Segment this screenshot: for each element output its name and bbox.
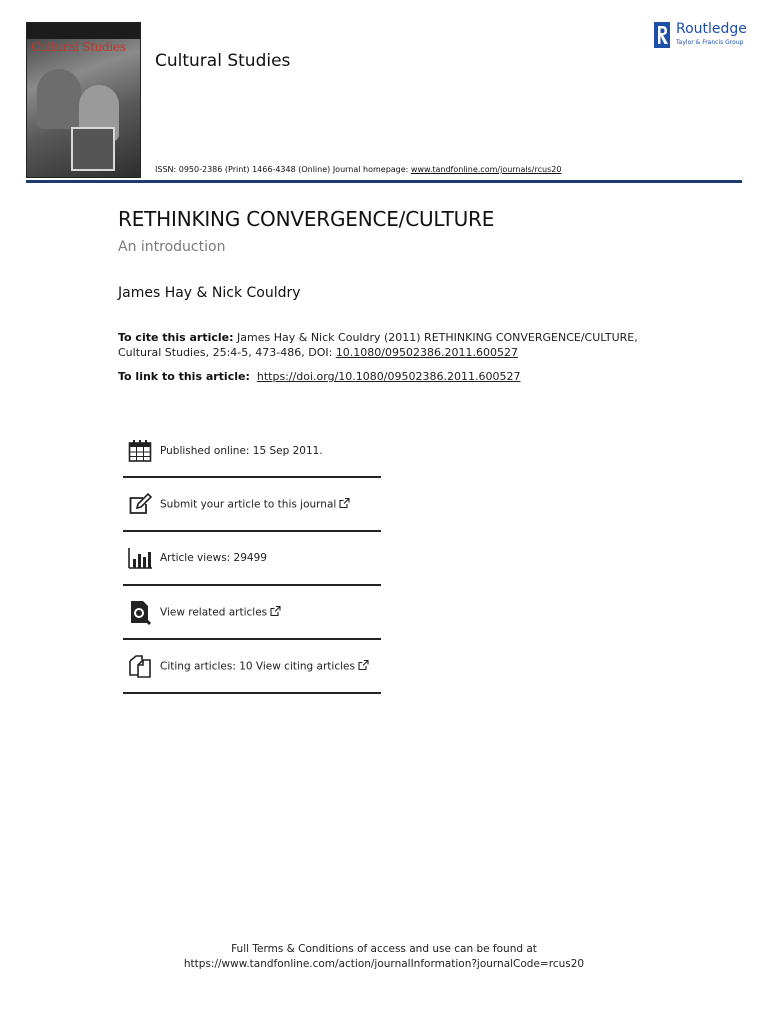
related-articles-row[interactable] [123, 586, 381, 640]
terms-url[interactable]: https://www.tandfonline.com/action/journalInformation?journalCode=rcus20 [183, 958, 585, 970]
citation-text: James Hay & Nick Couldry (2011) RETHINKING CONVERGENCE/CULTURE, Cultural Studies, 25:4-5, 473-486, DOI: [118, 331, 638, 359]
related-articles-label: View related articles [160, 606, 268, 619]
article-info-list [123, 425, 381, 694]
terms-footer [0, 942, 768, 972]
routledge-logo-icon [654, 22, 670, 48]
citing-articles-row[interactable] [123, 640, 381, 694]
related-articles-link[interactable] [160, 606, 281, 619]
bar-chart-icon [127, 545, 153, 571]
external-link-icon [270, 606, 281, 617]
external-link-icon [358, 660, 369, 671]
cover-photo-frame [71, 127, 115, 171]
article-views-row [123, 532, 381, 586]
journal-homepage-link[interactable]: www.tandfonline.com/journals/rcus20 [410, 165, 562, 174]
article-authors: James Hay & Nick Couldry [118, 285, 301, 301]
article-views: Article views: 29499 [160, 552, 267, 564]
citation-label: To cite this article: [118, 331, 234, 344]
citation-block [118, 330, 678, 360]
header-divider [26, 180, 742, 183]
citing-articles-link[interactable] [160, 660, 369, 673]
citing-icon [127, 653, 153, 679]
publisher-logo[interactable] [654, 21, 746, 51]
issn-line [155, 165, 561, 174]
publisher-tagline: Taylor & Francis Group [676, 39, 744, 46]
edit-icon [127, 491, 153, 517]
cover-figure [37, 69, 81, 129]
search-document-icon [127, 599, 153, 625]
published-date: Published online: 15 Sep 2011. [160, 444, 323, 457]
submit-article-row[interactable] [123, 478, 381, 532]
calendar-icon [127, 438, 153, 464]
publisher-name: Routledge [676, 21, 747, 37]
submit-article-label: Submit your article to this journal [160, 498, 337, 511]
external-link-icon [339, 498, 350, 509]
article-title: RETHINKING CONVERGENCE/CULTURE [118, 207, 495, 231]
article-url-link[interactable]: https://doi.org/10.1080/09502386.2011.600527 [256, 370, 521, 383]
doi-link[interactable]: 10.1080/09502386.2011.600527 [335, 346, 518, 359]
cover-title: Cultural Studies [31, 40, 126, 54]
issn-text: ISSN: 0950-2386 (Print) 1466-4348 (Online) Journal homepage: [155, 165, 411, 174]
citing-articles-label: Citing articles: 10 View citing articles [160, 660, 355, 673]
article-link-block [118, 370, 520, 383]
published-row [123, 425, 381, 478]
terms-text: Full Terms & Conditions of access and use can be found at [231, 943, 537, 955]
cover-band [27, 23, 140, 39]
link-label: To link to this article: [118, 370, 250, 383]
article-subtitle: An introduction [118, 239, 226, 255]
journal-title: Cultural Studies [155, 51, 291, 71]
submit-article-link[interactable] [160, 498, 350, 511]
journal-cover-image [26, 22, 141, 178]
